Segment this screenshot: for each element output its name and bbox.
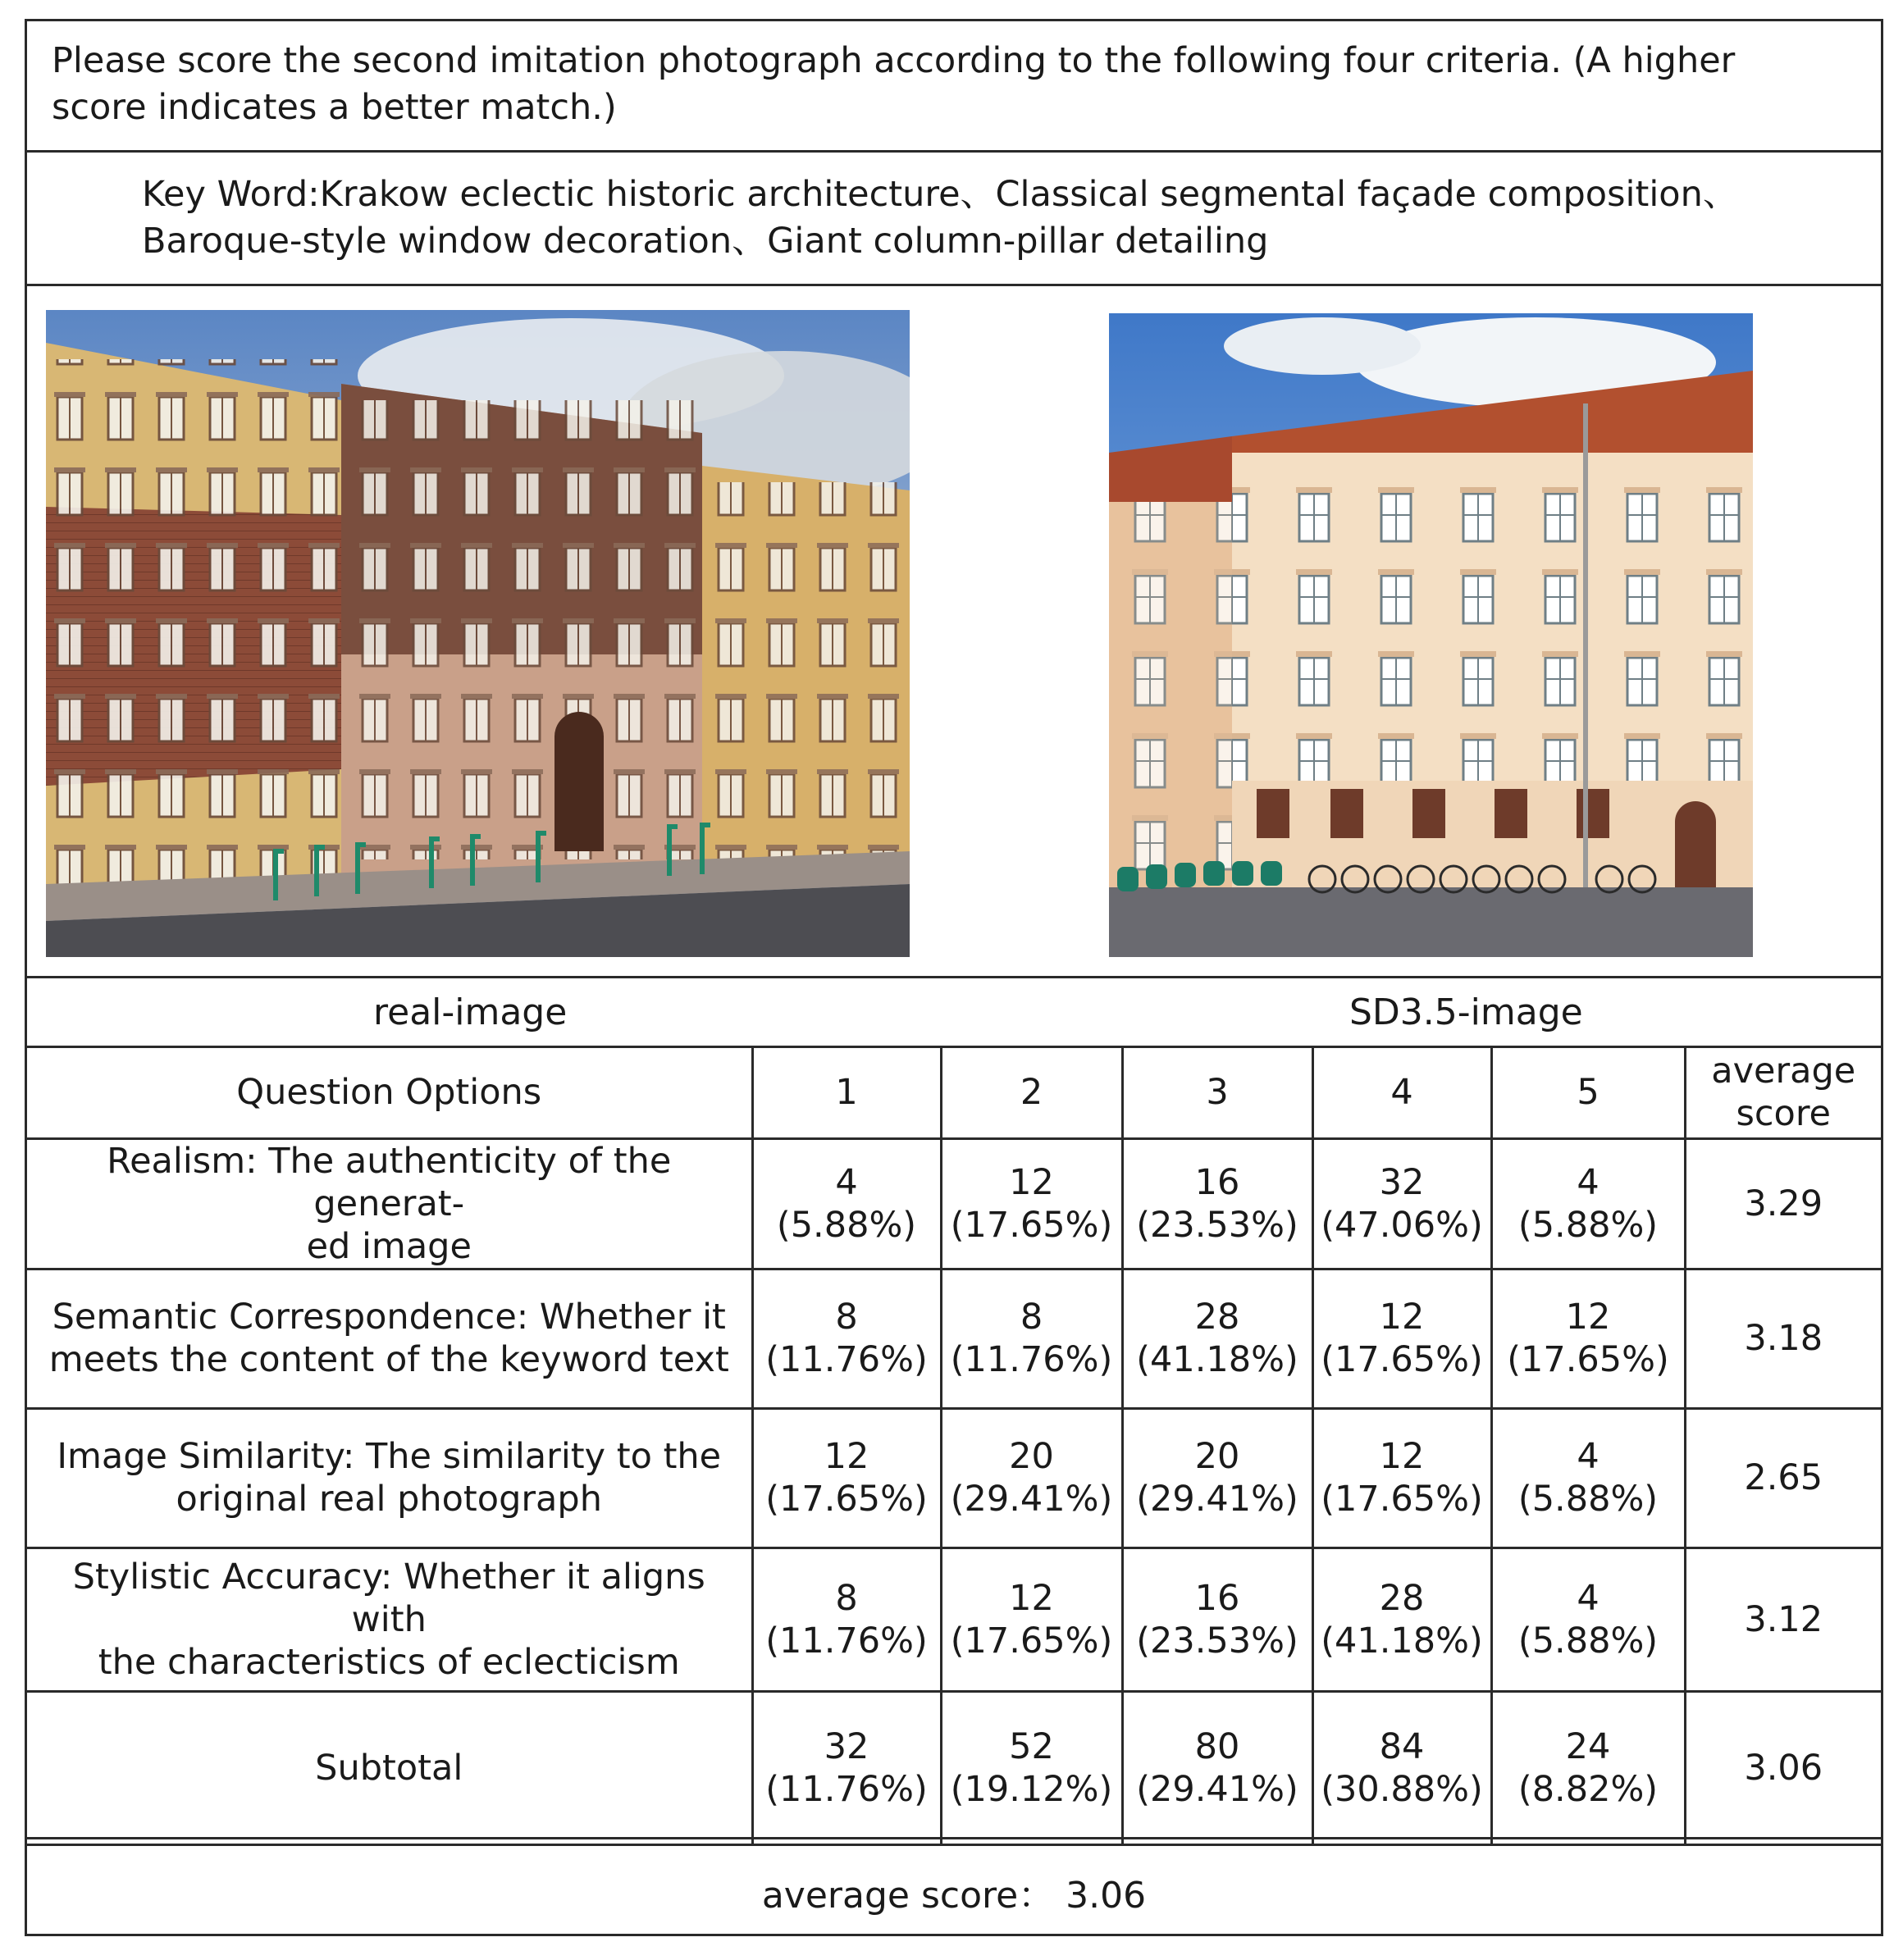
header-score-4: 4 — [1312, 1048, 1491, 1138]
cell-percent: (19.12%) — [950, 1768, 1113, 1810]
cell-percent: (41.18%) — [1136, 1339, 1298, 1380]
cell-percent: (17.65%) — [1321, 1479, 1483, 1520]
subtotal-cell — [1122, 1691, 1312, 1844]
score-table — [27, 1048, 1881, 1846]
header-average-line-1: average — [1711, 1051, 1856, 1092]
row-label-line-1: Realism: The authenticity of the generat- — [107, 1140, 672, 1224]
cell-percent: (47.06%) — [1321, 1204, 1483, 1246]
score-cell — [1122, 1269, 1312, 1408]
cell-count: 12 — [1379, 1297, 1425, 1338]
row-label-line-2: the characteristics of eclecticism — [98, 1641, 680, 1683]
row-label-line-1: Stylistic Accuracy: Whether it aligns with — [72, 1556, 705, 1640]
cell-percent: (23.53%) — [1136, 1204, 1298, 1246]
cell-count: 28 — [1194, 1297, 1240, 1338]
score-cell — [941, 1269, 1122, 1408]
subtotal-cell — [752, 1691, 941, 1844]
sd35-image-illustration — [1109, 313, 1753, 957]
header-average-score — [1685, 1048, 1881, 1138]
header-average-line-2: score — [1736, 1093, 1832, 1135]
average-cell: 3.18 — [1685, 1269, 1881, 1408]
cell-percent: (29.41%) — [1136, 1479, 1298, 1520]
score-cell — [1491, 1138, 1685, 1269]
row-label-line-2: original real photograph — [176, 1479, 602, 1520]
cell-percent: (8.82%) — [1517, 1768, 1659, 1810]
score-cell — [752, 1269, 941, 1408]
score-cell — [1491, 1269, 1685, 1408]
cell-count: 12 — [824, 1436, 869, 1477]
average-cell: 3.12 — [1685, 1547, 1881, 1691]
cell-percent: (23.53%) — [1136, 1620, 1298, 1661]
table-header-row — [27, 1048, 1881, 1138]
row-label-line-2: ed image — [306, 1225, 472, 1267]
cell-count: 80 — [1194, 1725, 1240, 1767]
cell-percent: (17.65%) — [950, 1204, 1113, 1246]
row-label — [27, 1138, 752, 1269]
row-label — [27, 1408, 752, 1547]
cell-count: 12 — [1009, 1577, 1054, 1619]
score-cell — [752, 1408, 941, 1547]
average-cell: 2.65 — [1685, 1408, 1881, 1547]
cell-count: 4 — [1577, 1577, 1600, 1619]
score-cell — [1122, 1408, 1312, 1547]
header-score-2: 2 — [941, 1048, 1122, 1138]
cell-percent: (5.88%) — [1517, 1620, 1659, 1661]
cell-percent: (5.88%) — [1517, 1204, 1659, 1246]
header-score-5: 5 — [1491, 1048, 1685, 1138]
table-row-image-similarity — [27, 1408, 1881, 1547]
cell-count: 12 — [1565, 1297, 1611, 1338]
real-photograph — [46, 310, 910, 957]
cell-percent: (17.65%) — [950, 1620, 1113, 1661]
cell-percent: (17.65%) — [1321, 1339, 1483, 1380]
table-row-realism — [27, 1138, 1881, 1269]
subtotal-cell — [1491, 1691, 1685, 1844]
row-label-line-1: Image Similarity: The similarity to the — [57, 1436, 722, 1477]
cell-percent: (5.88%) — [1517, 1479, 1659, 1520]
score-cell — [752, 1138, 941, 1269]
cell-count: 8 — [835, 1577, 858, 1619]
real-image-caption: real-image — [373, 991, 568, 1033]
sd35-generated-image — [1109, 313, 1753, 957]
cell-percent: (29.41%) — [950, 1479, 1113, 1520]
score-cell — [941, 1547, 1122, 1691]
overall-average-score: average score： 3.06 — [27, 1837, 1881, 1934]
sd-image-caption: SD3.5-image — [1349, 991, 1583, 1033]
cell-count: 84 — [1379, 1725, 1425, 1767]
cell-percent: (30.88%) — [1321, 1768, 1483, 1810]
score-cell — [1122, 1547, 1312, 1691]
keywords-line-2: Baroque-style window decoration、Giant column-pillar detailing — [142, 221, 1269, 262]
cell-count: 12 — [1009, 1161, 1054, 1203]
row-label — [27, 1547, 752, 1691]
header-score-3: 3 — [1122, 1048, 1312, 1138]
cell-count: 4 — [835, 1161, 858, 1203]
cell-count: 8 — [835, 1297, 858, 1338]
score-cell — [1491, 1408, 1685, 1547]
cell-count: 4 — [1577, 1161, 1600, 1203]
cell-count: 32 — [824, 1725, 869, 1767]
header-question-options: Question Options — [27, 1048, 752, 1138]
score-cell — [1312, 1547, 1491, 1691]
cell-percent: (5.88%) — [776, 1204, 917, 1246]
row-label-line-2: meets the content of the keyword text — [48, 1339, 729, 1380]
table-row-stylistic-accuracy — [27, 1547, 1881, 1691]
score-cell — [1312, 1138, 1491, 1269]
table-row-subtotal — [27, 1691, 1881, 1844]
row-label-line-1: Semantic Correspondence: Whether it — [52, 1297, 726, 1338]
subtotal-cell — [941, 1691, 1122, 1844]
score-cell — [941, 1138, 1122, 1269]
score-cell — [941, 1408, 1122, 1547]
cell-percent: (11.76%) — [950, 1339, 1113, 1380]
cell-count: 16 — [1194, 1161, 1240, 1203]
cell-count: 16 — [1194, 1577, 1240, 1619]
cell-count: 12 — [1379, 1436, 1425, 1477]
subtotal-cell — [1312, 1691, 1491, 1844]
score-cell — [1491, 1547, 1685, 1691]
score-cell — [1312, 1269, 1491, 1408]
average-cell: 3.29 — [1685, 1138, 1881, 1269]
cell-count: 20 — [1009, 1436, 1054, 1477]
cell-count: 8 — [1020, 1297, 1043, 1338]
keywords-line-1: Key Word:Krakow eclectic historic architecture、Classical segmental façade composition、 — [142, 174, 1738, 215]
instruction-line-2: score indicates a better match.) — [52, 87, 617, 128]
instruction-line-1: Please score the second imitation photograph according to the following four criteria. (A higher — [52, 40, 1736, 81]
score-cell — [1122, 1138, 1312, 1269]
cell-percent: (41.18%) — [1321, 1620, 1483, 1661]
image-captions-row — [27, 976, 1881, 1048]
real-photograph-illustration — [46, 310, 910, 957]
score-cell — [752, 1547, 941, 1691]
cell-count: 28 — [1379, 1577, 1425, 1619]
subtotal-label: Subtotal — [27, 1691, 752, 1844]
instruction-text — [27, 21, 1881, 153]
cell-count: 32 — [1379, 1161, 1425, 1203]
score-cell — [1312, 1408, 1491, 1547]
keywords-text — [27, 155, 1881, 286]
cell-percent: (17.65%) — [765, 1479, 928, 1520]
subtotal-average-cell: 3.06 — [1685, 1691, 1881, 1844]
header-score-1: 1 — [752, 1048, 941, 1138]
cell-count: 20 — [1194, 1436, 1240, 1477]
cell-count: 52 — [1009, 1725, 1054, 1767]
cell-count: 4 — [1577, 1436, 1600, 1477]
cell-percent: (11.76%) — [765, 1768, 928, 1810]
cell-percent: (11.76%) — [765, 1620, 928, 1661]
cell-count: 24 — [1565, 1725, 1611, 1767]
cell-percent: (11.76%) — [765, 1339, 928, 1380]
table-row-semantic-correspondence — [27, 1269, 1881, 1408]
row-label — [27, 1269, 752, 1408]
cell-percent: (17.65%) — [1507, 1339, 1669, 1380]
cell-percent: (29.41%) — [1136, 1768, 1298, 1810]
